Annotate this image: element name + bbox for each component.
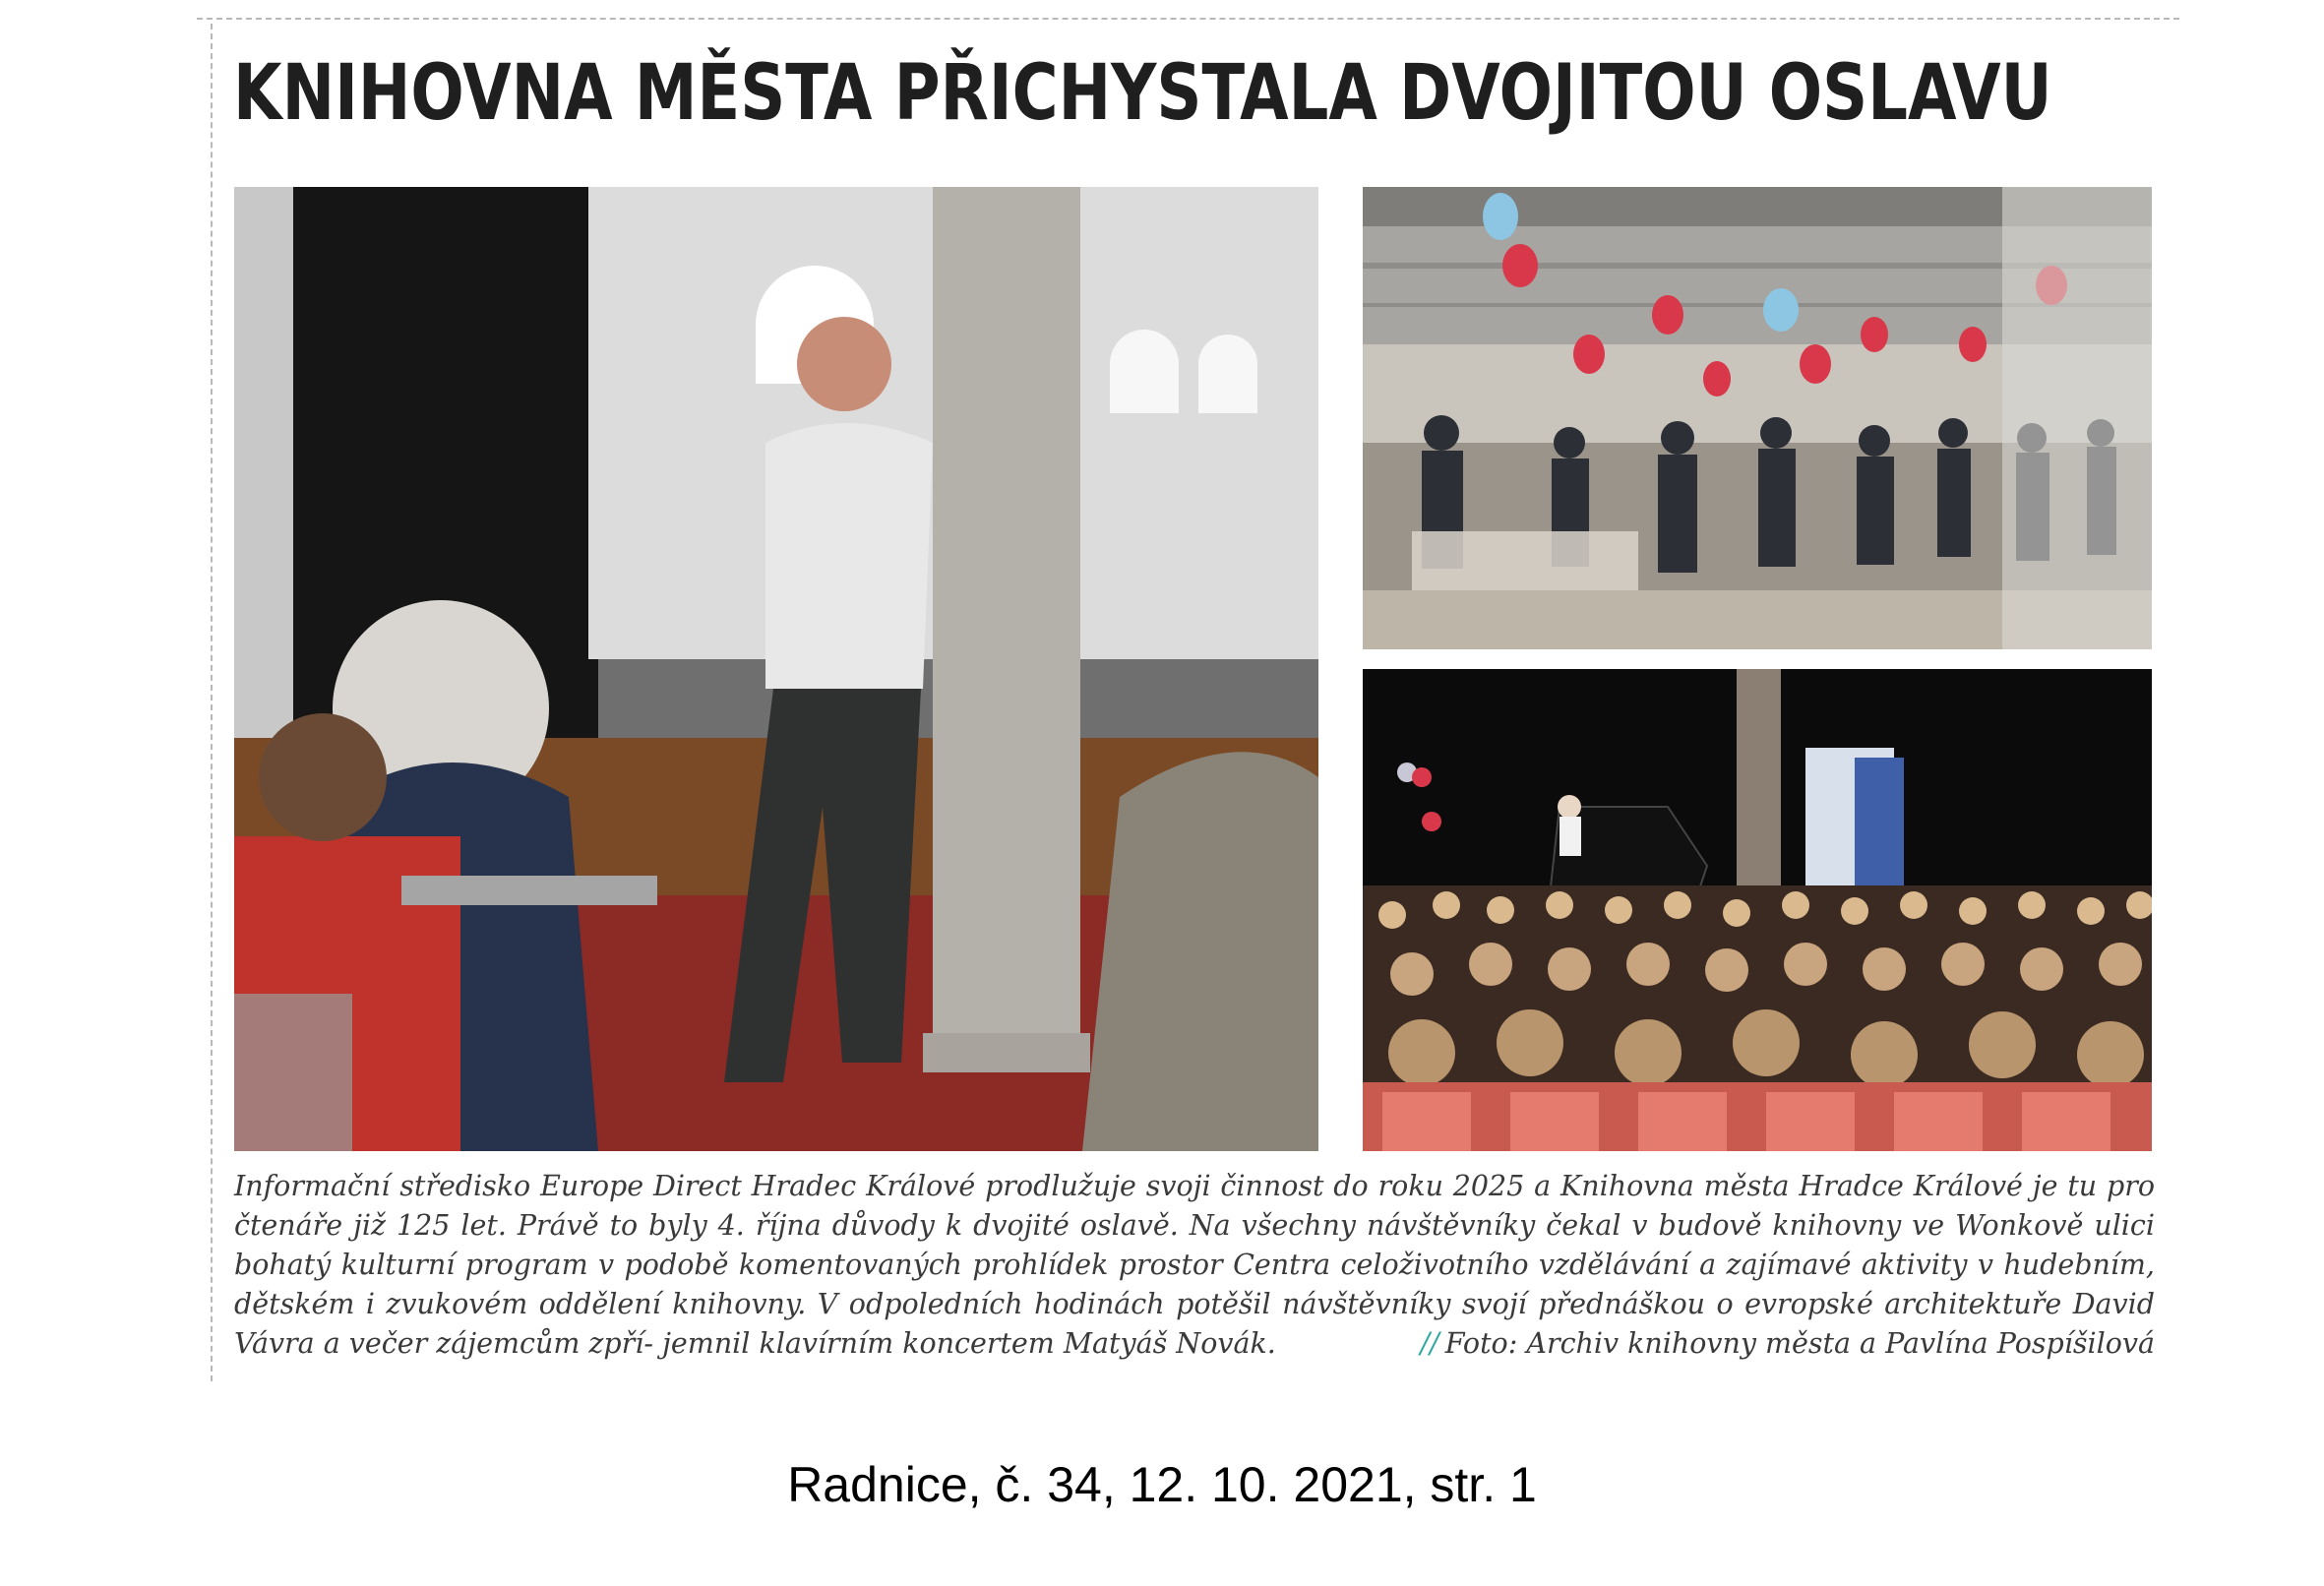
newspaper-clipping	[197, 18, 2179, 1380]
credit-mark: //	[1420, 1327, 1439, 1360]
cut-line-top	[197, 18, 2179, 20]
caption-line-4: oddělení knihovny. V odpoledních hodinách potěšil návštěvníky svojí přednáškou o evropské architektuře David Vávra a večer zájemcům zpří-	[234, 1288, 2155, 1360]
cut-line-left	[211, 24, 213, 1381]
photo-piano-concert	[1363, 669, 2152, 1151]
source-citation: Radnice, č. 34, 12. 10. 2021, str. 1	[787, 1457, 1537, 1512]
article-headline: KNIHOVNA MĚSTA PŘICHYSTALA DVOJITOU OSLAVU	[233, 49, 2052, 138]
caption-line-5: jemnil klavírním koncertem Matyáš Novák.	[662, 1327, 1276, 1360]
photo-crowd-balloons	[1363, 187, 2152, 649]
caption-line-2: již 125 let. Právě to byly 4. října důvody k dvojité oslavě. Na všechny návštěvníky čekal v budově knihovny ve Wonkově ulici bohatý kulturní	[234, 1209, 2156, 1281]
caption-line-1: Informační středisko Europe Direct Hradec Králové prodlužuje svoji činnost do roku 2025 a Knihovna města Hradce Králové je tu pro čtenáře	[234, 1170, 2155, 1242]
photo-lecture	[234, 187, 1318, 1151]
caption-line-3: program v podobě komentovaných prohlídek prostor Centra celoživotního vzdělávání a zajímavé aktivity v hudebním, dětském i zvukovém	[234, 1249, 2155, 1320]
photo-caption	[234, 1167, 2155, 1364]
photo-credit: Foto: Archiv knihovny města a Pavlína Pospíšilová	[1444, 1327, 2155, 1360]
